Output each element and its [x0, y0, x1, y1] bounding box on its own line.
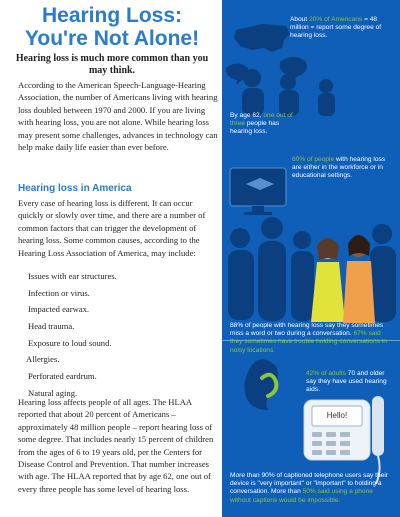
page-title [8, 4, 216, 50]
women-talking-illustration [311, 235, 375, 323]
closing-paragraph: Hearing loss affects people of all ages. The HLAA reported that about 20 percent of Americans – approximately 48 million people – report hearing loss of some degree. That includes nearly 15 percent of children from the ages of 6 to 19 years old, per the Centers for Disease Control and Prevention. That number increases with age. The HLAA reported that by age 62, one out of every three people has some level of hearing loss. [18, 397, 214, 494]
stat-workforce: 60% of people with hearing loss are either in the workforce or in educational settings. [292, 156, 386, 180]
list-item: Head trauma. [28, 321, 75, 332]
list-item: Infection or virus. [28, 287, 90, 298]
list-item: Impacted earwax. [28, 304, 90, 315]
subtitle: Hearing loss is much more common than you may think. [15, 53, 209, 76]
stat-hearing-aids: 42% of adults 70 and older say they have used hearing aids. [306, 370, 387, 394]
intro-paragraph: According to the American Speech-Language-Hearing Association, the number of Americans living with hearing loss doubled between 1970 and 2000. If you are living with hearing loss, you are not alone. While hearing loss may present some challenges, advances in technology can help make daily life easier than ever before. [18, 80, 218, 153]
stat-age-62: By age 62, one out of three people has hearing loss. [230, 112, 293, 136]
section-intro-paragraph: Every case of hearing loss is different. It can occur quickly or slowly over time, and there are a number of common factors that can trigger the development of hearing loss. Some common causes, according to the Hearing Loss Association of America, may include: [18, 198, 206, 258]
list-item: Exposure to loud sound. [28, 337, 112, 348]
stat-americans: About 20% of Americans = 48 million = report some degree of hearing loss. [290, 16, 382, 40]
list-item: Perforated eardrum. [28, 371, 97, 382]
title-line-2: You're Not Alone! [24, 27, 200, 50]
causes-list [28, 268, 218, 402]
section-heading: Hearing loss in America [18, 183, 132, 194]
list-item: Natural aging. [28, 387, 78, 398]
stat-captioned-phone: More than 90% of captioned telephone users say their device is "very important" or "important" to holding a conversation. More than 50% said using a phone without captions would be impossible. [230, 472, 388, 504]
crowd-silhouettes-icon [242, 69, 335, 116]
phone-screen-text: Hello! [326, 411, 348, 420]
infographic-illustration [222, 0, 400, 517]
infographic-panel [222, 0, 400, 517]
ear-hearing-aid-icon [244, 359, 278, 410]
list-item: Allergies. [26, 354, 60, 365]
us-map-icon [234, 24, 290, 52]
title-line-1: Hearing Loss: [41, 4, 183, 27]
list-item: Issues with ear structures. [28, 271, 117, 281]
stat-conversation: 88% of people with hearing loss say they sometimes miss a word or two during a conversation. 67% said they sometimes have trouble holding conversations in noisy locations. [230, 322, 387, 354]
